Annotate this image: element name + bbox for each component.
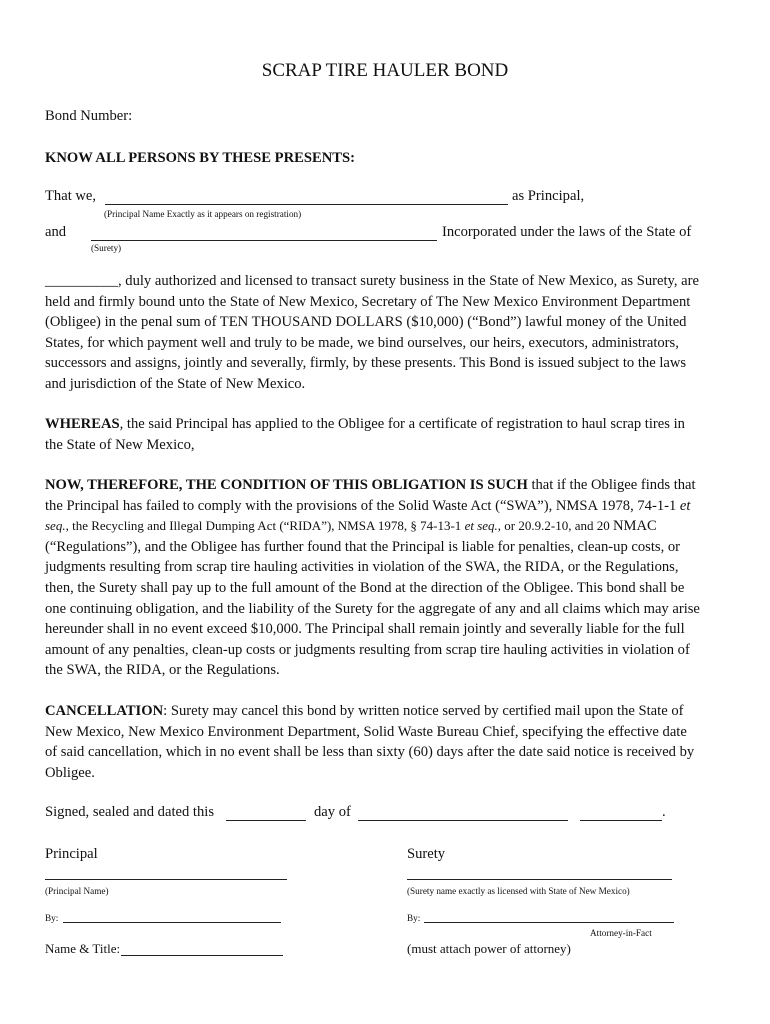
surety-by-field[interactable] <box>424 922 674 923</box>
surety-lead: and <box>45 224 67 240</box>
attorney-in-fact-caption: Attorney-in-Fact <box>590 928 652 938</box>
paragraph-text: that if the Obligee finds that <box>527 477 696 493</box>
surety-signature-heading: Surety <box>407 846 446 862</box>
paragraph-text: , the Recycling and Illegal Dumping Act (“RIDA”), NMSA 1978, § 74-13-1 <box>65 518 465 534</box>
paragraph-line: then, the Surety shall pay up to the full amount of the Bond at the direction of the Obligee. This bond shall be <box>45 579 685 596</box>
signed-mid: day of <box>314 804 351 820</box>
italic-text: et <box>679 497 691 514</box>
whereas-paragraph <box>45 414 723 455</box>
bond-number-label: Bond Number: <box>45 108 133 124</box>
cancellation-heading: CANCELLATION <box>45 703 164 719</box>
principal-name-line[interactable] <box>45 879 287 880</box>
surety-trail: Incorporated under the laws of the State of <box>442 224 692 240</box>
paragraph-text: : Surety may cancel this bond by written notice served by certified mail upon the State of <box>163 703 684 719</box>
know-all-heading: KNOW ALL PERSONS BY THESE PRESENTS: <box>45 150 355 166</box>
whereas-heading: WHEREAS <box>45 416 120 432</box>
paragraph-line: of said cancellation, which in no event shall be less than sixty (60) days after the date said notice is received by <box>45 744 695 761</box>
principal-by-field[interactable] <box>63 922 281 923</box>
paragraph-line: judgments resulting from scrap tire hauling activities in violation of the SWA, the RIDA, or the Regulations, <box>45 559 679 576</box>
paragraph-text: , the said Principal has applied to the Obligee for a certificate of registration to haul scrap tires in <box>119 416 685 432</box>
paragraph-line: Obligee. <box>45 764 95 781</box>
document-title: SCRAP TIRE HAULER BOND <box>261 60 509 81</box>
paragraph-line: amount of any penalties, clean-up costs or judgments resulting from scrap tire hauling activities in violation of <box>45 641 690 658</box>
signed-lead: Signed, sealed and dated this <box>45 804 215 820</box>
paragraph-line: New Mexico, New Mexico Environment Department, Solid Waste Bureau Chief, specifying the effective date <box>45 723 687 740</box>
signed-end: . <box>662 804 666 820</box>
paragraph-line: the State of New Mexico, <box>45 436 195 453</box>
principal-trail: as Principal, <box>512 188 585 204</box>
paragraph-text: NMAC <box>612 518 657 535</box>
signed-year-field[interactable] <box>580 820 662 821</box>
surety-by-label: By: <box>407 913 421 923</box>
paragraph-line: hereunder shall in no event exceed $10,000. The Principal shall remain jointly and severally liable for the full <box>45 621 685 638</box>
paragraph-line: States, for which payment well and truly to be made, we bind ourselves, our heirs, executors, administrators, <box>45 334 679 351</box>
power-of-attorney-note: (must attach power of attorney) <box>407 941 571 956</box>
italic-text: seq. <box>45 518 66 534</box>
paragraph-line: and jurisdiction of the State of New Mexico. <box>45 375 306 392</box>
surety-caption: (Surety) <box>91 243 122 253</box>
principal-name-field[interactable] <box>105 204 508 205</box>
surety-name-caption: (Surety name exactly as licensed with State of New Mexico) <box>407 886 630 896</box>
condition-paragraph <box>45 475 723 681</box>
paragraph-line: successors and assigns, jointly and severally, firmly, by these presents. This Bond is issued subject to the laws <box>45 355 687 372</box>
name-title-field[interactable] <box>121 955 283 956</box>
paragraph-line: (“Regulations”), and the Obligee has further found that the Principal is liable for penalties, clean-up costs, or <box>45 538 681 555</box>
condition-heading: NOW, THEREFORE, THE CONDITION OF THIS OBLIGATION IS SUCH <box>45 477 528 493</box>
paragraph-text: the Principal has failed to comply with the provisions of the Solid Waste Act (“SWA”), NMSA 1978, 74-1-1 <box>45 497 680 514</box>
principal-name-caption: (Principal Name Exactly as it appears on registration) <box>104 209 302 219</box>
cancellation-paragraph <box>45 701 723 783</box>
paragraph-line: __________, duly authorized and licensed to transact surety business in the State of New Mexico, as Surety, are <box>45 273 699 289</box>
principal-signature-heading: Principal <box>45 846 98 862</box>
paragraph-line: one continuing obligation, and the liability of the Surety for the aggregate of any and all claims which may arise <box>45 600 700 617</box>
signed-day-field[interactable] <box>226 820 306 821</box>
paragraph-line: held and firmly bound unto the State of New Mexico, Secretary of The New Mexico Environment Department <box>45 293 691 310</box>
principal-lead: That we, <box>45 188 97 204</box>
name-title-label: Name & Title: <box>45 941 121 956</box>
surety-name-field[interactable] <box>91 240 437 241</box>
surety-name-line[interactable] <box>407 879 672 880</box>
principal-name-caption: (Principal Name) <box>45 886 109 896</box>
italic-text: et seq. <box>464 518 498 534</box>
paragraph-line: (Obligee) in the penal sum of TEN THOUSAND DOLLARS ($10,000) (“Bond”) lawful money of the United <box>45 314 687 331</box>
paragraph-text: , or 20.9.2-10, and 20 <box>497 518 613 534</box>
paragraph-line: the SWA, the RIDA, or the Regulations. <box>45 662 280 679</box>
principal-by-label: By: <box>45 913 59 923</box>
obligation-paragraph <box>45 271 723 395</box>
signed-month-field[interactable] <box>358 820 568 821</box>
